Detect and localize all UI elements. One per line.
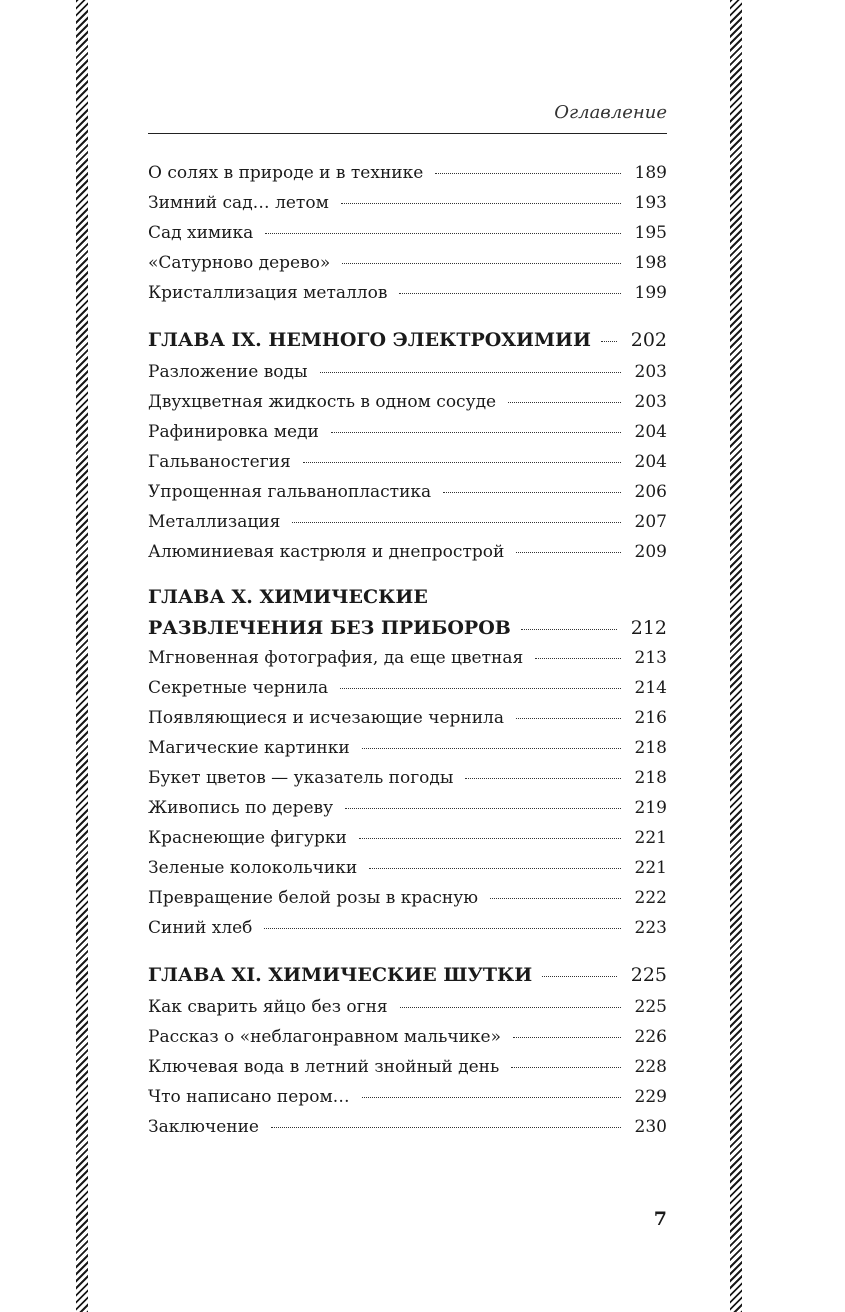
dot-leader (399, 293, 620, 294)
dot-leader (521, 629, 617, 630)
toc-entry-title: Ключевая вода в летний знойный день (148, 1057, 500, 1077)
toc-entry-title: О солях в природе и в технике (148, 163, 424, 183)
chapter-heading: ГЛАВА IX. НЕМНОГО ЭЛЕКТРОХИМИИ (148, 329, 591, 351)
toc-entry (148, 888, 667, 914)
dot-leader (359, 838, 621, 839)
dot-leader (362, 1097, 621, 1098)
toc-entry (148, 193, 667, 219)
chapter-heading-line1: ГЛАВА X. ХИМИЧЕСКИЕ (148, 586, 428, 608)
toc-entry-title: Магические картинки (148, 738, 350, 758)
dot-leader (516, 718, 621, 719)
toc-entry (148, 542, 667, 568)
toc-entry (148, 678, 667, 704)
toc-page-number: 204 (634, 452, 667, 472)
toc-page-number: 228 (634, 1057, 667, 1077)
dot-leader (511, 1067, 620, 1068)
toc-entry-title: Упрощенная гальванопластика (148, 482, 432, 502)
toc-entry (148, 858, 667, 884)
toc-page-number: 221 (634, 858, 667, 878)
toc-page-number: 222 (634, 888, 667, 908)
dot-leader (465, 778, 620, 779)
page-number: 7 (653, 1208, 667, 1230)
toc-entry-title: Рассказ о «неблагонравном мальчике» (148, 1027, 501, 1047)
toc-page-number: 203 (634, 392, 667, 412)
toc-chapter-entry (148, 617, 667, 645)
dot-leader (345, 808, 620, 809)
toc-entry (148, 648, 667, 674)
dot-leader (265, 233, 620, 234)
toc-entry-title: Что написано пером… (148, 1087, 350, 1107)
toc-page-number: 218 (634, 738, 667, 758)
toc-page-number: 202 (630, 329, 667, 351)
toc-entry-title: Превращение белой розы в красную (148, 888, 479, 908)
dot-leader (443, 492, 620, 493)
toc-entry-title: Кристаллизация металлов (148, 283, 388, 303)
toc-page-number: 195 (634, 223, 667, 243)
toc-entry-title: Зеленые колокольчики (148, 858, 358, 878)
dot-leader (516, 552, 620, 553)
toc-page-number: 203 (634, 362, 667, 382)
dot-leader (341, 203, 621, 204)
toc-page-number: 218 (634, 768, 667, 788)
dot-leader (292, 522, 620, 523)
toc-entry (148, 482, 667, 508)
toc-entry-title: Алюминиевая кастрюля и днепрострой (148, 542, 505, 562)
toc-entry-title: Гальваностегия (148, 452, 291, 472)
toc-entry-title: Живопись по дереву (148, 798, 334, 818)
toc-page-number: 207 (634, 512, 667, 532)
dot-leader (369, 868, 620, 869)
toc-page-number: 230 (634, 1117, 667, 1137)
toc-page-number: 229 (634, 1087, 667, 1107)
toc-entry (148, 362, 667, 388)
toc-page-number: 206 (634, 482, 667, 502)
toc-entry (148, 223, 667, 249)
toc-entry (148, 163, 667, 189)
dot-leader (535, 658, 620, 659)
toc-entry-title: Букет цветов — указатель погоды (148, 768, 454, 788)
toc-page-number: 219 (634, 798, 667, 818)
toc-entry-title: Появляющиеся и исчезающие чернила (148, 708, 504, 728)
toc-page-number: 214 (634, 678, 667, 698)
dot-leader (331, 432, 621, 433)
toc-page-number: 204 (634, 422, 667, 442)
toc-entry (148, 1117, 667, 1143)
dot-leader (342, 263, 620, 264)
toc-entry (148, 738, 667, 764)
toc-entry-title: Синий хлеб (148, 918, 253, 938)
toc-page-number: 223 (634, 918, 667, 938)
header-rule (148, 133, 667, 134)
dot-leader (340, 688, 620, 689)
toc-entry-title: Краснеющие фигурки (148, 828, 347, 848)
toc-page-number: 209 (634, 542, 667, 562)
toc-entry-title: Металлизация (148, 512, 281, 532)
toc-chapter-entry (148, 329, 667, 357)
toc-entry (148, 512, 667, 538)
toc-entry (148, 283, 667, 309)
dot-leader (400, 1007, 621, 1008)
toc-entry (148, 997, 667, 1023)
toc-entry (148, 708, 667, 734)
toc-page-number: 193 (634, 193, 667, 213)
toc-entry-title: Зимний сад… летом (148, 193, 329, 213)
toc-page-number: 225 (634, 997, 667, 1017)
toc-entry (148, 452, 667, 478)
dot-leader (362, 748, 621, 749)
dot-leader (508, 402, 620, 403)
dot-leader (435, 173, 620, 174)
toc-page-number: 226 (634, 1027, 667, 1047)
toc-entry (148, 828, 667, 854)
dot-leader (320, 372, 621, 373)
toc-entry (148, 1027, 667, 1053)
toc-entry (148, 1057, 667, 1083)
chapter-heading: РАЗВЛЕЧЕНИЯ БЕЗ ПРИБОРОВ (148, 617, 511, 639)
toc-page-number: 189 (634, 163, 667, 183)
toc-entry (148, 422, 667, 448)
toc-entry-title: Как сварить яйцо без огня (148, 997, 388, 1017)
toc-page-number: 225 (630, 964, 667, 986)
dot-leader (264, 928, 620, 929)
toc-entry (148, 768, 667, 794)
dot-leader (513, 1037, 621, 1038)
toc-page-number: 213 (634, 648, 667, 668)
toc-entry (148, 918, 667, 944)
toc-entry-title: Мгновенная фотография, да еще цветная (148, 648, 524, 668)
toc-page-number: 198 (634, 253, 667, 273)
decorative-border-left (76, 0, 88, 1312)
toc-page-number: 216 (634, 708, 667, 728)
decorative-border-right (730, 0, 742, 1312)
toc-entry-title: Заключение (148, 1117, 259, 1137)
toc-page-number: 199 (634, 283, 667, 303)
toc-entry-title: Секретные чернила (148, 678, 329, 698)
toc-page-number: 212 (630, 617, 667, 639)
toc-entry (148, 798, 667, 824)
toc-entry-title: Рафинировка меди (148, 422, 319, 442)
dot-leader (542, 976, 616, 977)
dot-leader (271, 1127, 621, 1128)
toc-entry-title: Сад химика (148, 223, 254, 243)
toc-entry-title: Двухцветная жидкость в одном сосуде (148, 392, 497, 412)
running-header: Оглавление (554, 102, 667, 123)
toc-entry (148, 1087, 667, 1113)
toc-chapter-entry (148, 964, 667, 992)
dot-leader (601, 341, 617, 342)
chapter-heading: ГЛАВА XI. ХИМИЧЕСКИЕ ШУТКИ (148, 964, 533, 986)
dot-leader (490, 898, 621, 899)
dot-leader (303, 462, 621, 463)
toc-entry (148, 253, 667, 279)
toc-page-number: 221 (634, 828, 667, 848)
toc-entry-title: Разложение воды (148, 362, 308, 382)
toc-entry-title: «Сатурново дерево» (148, 253, 331, 273)
toc-entry (148, 392, 667, 418)
